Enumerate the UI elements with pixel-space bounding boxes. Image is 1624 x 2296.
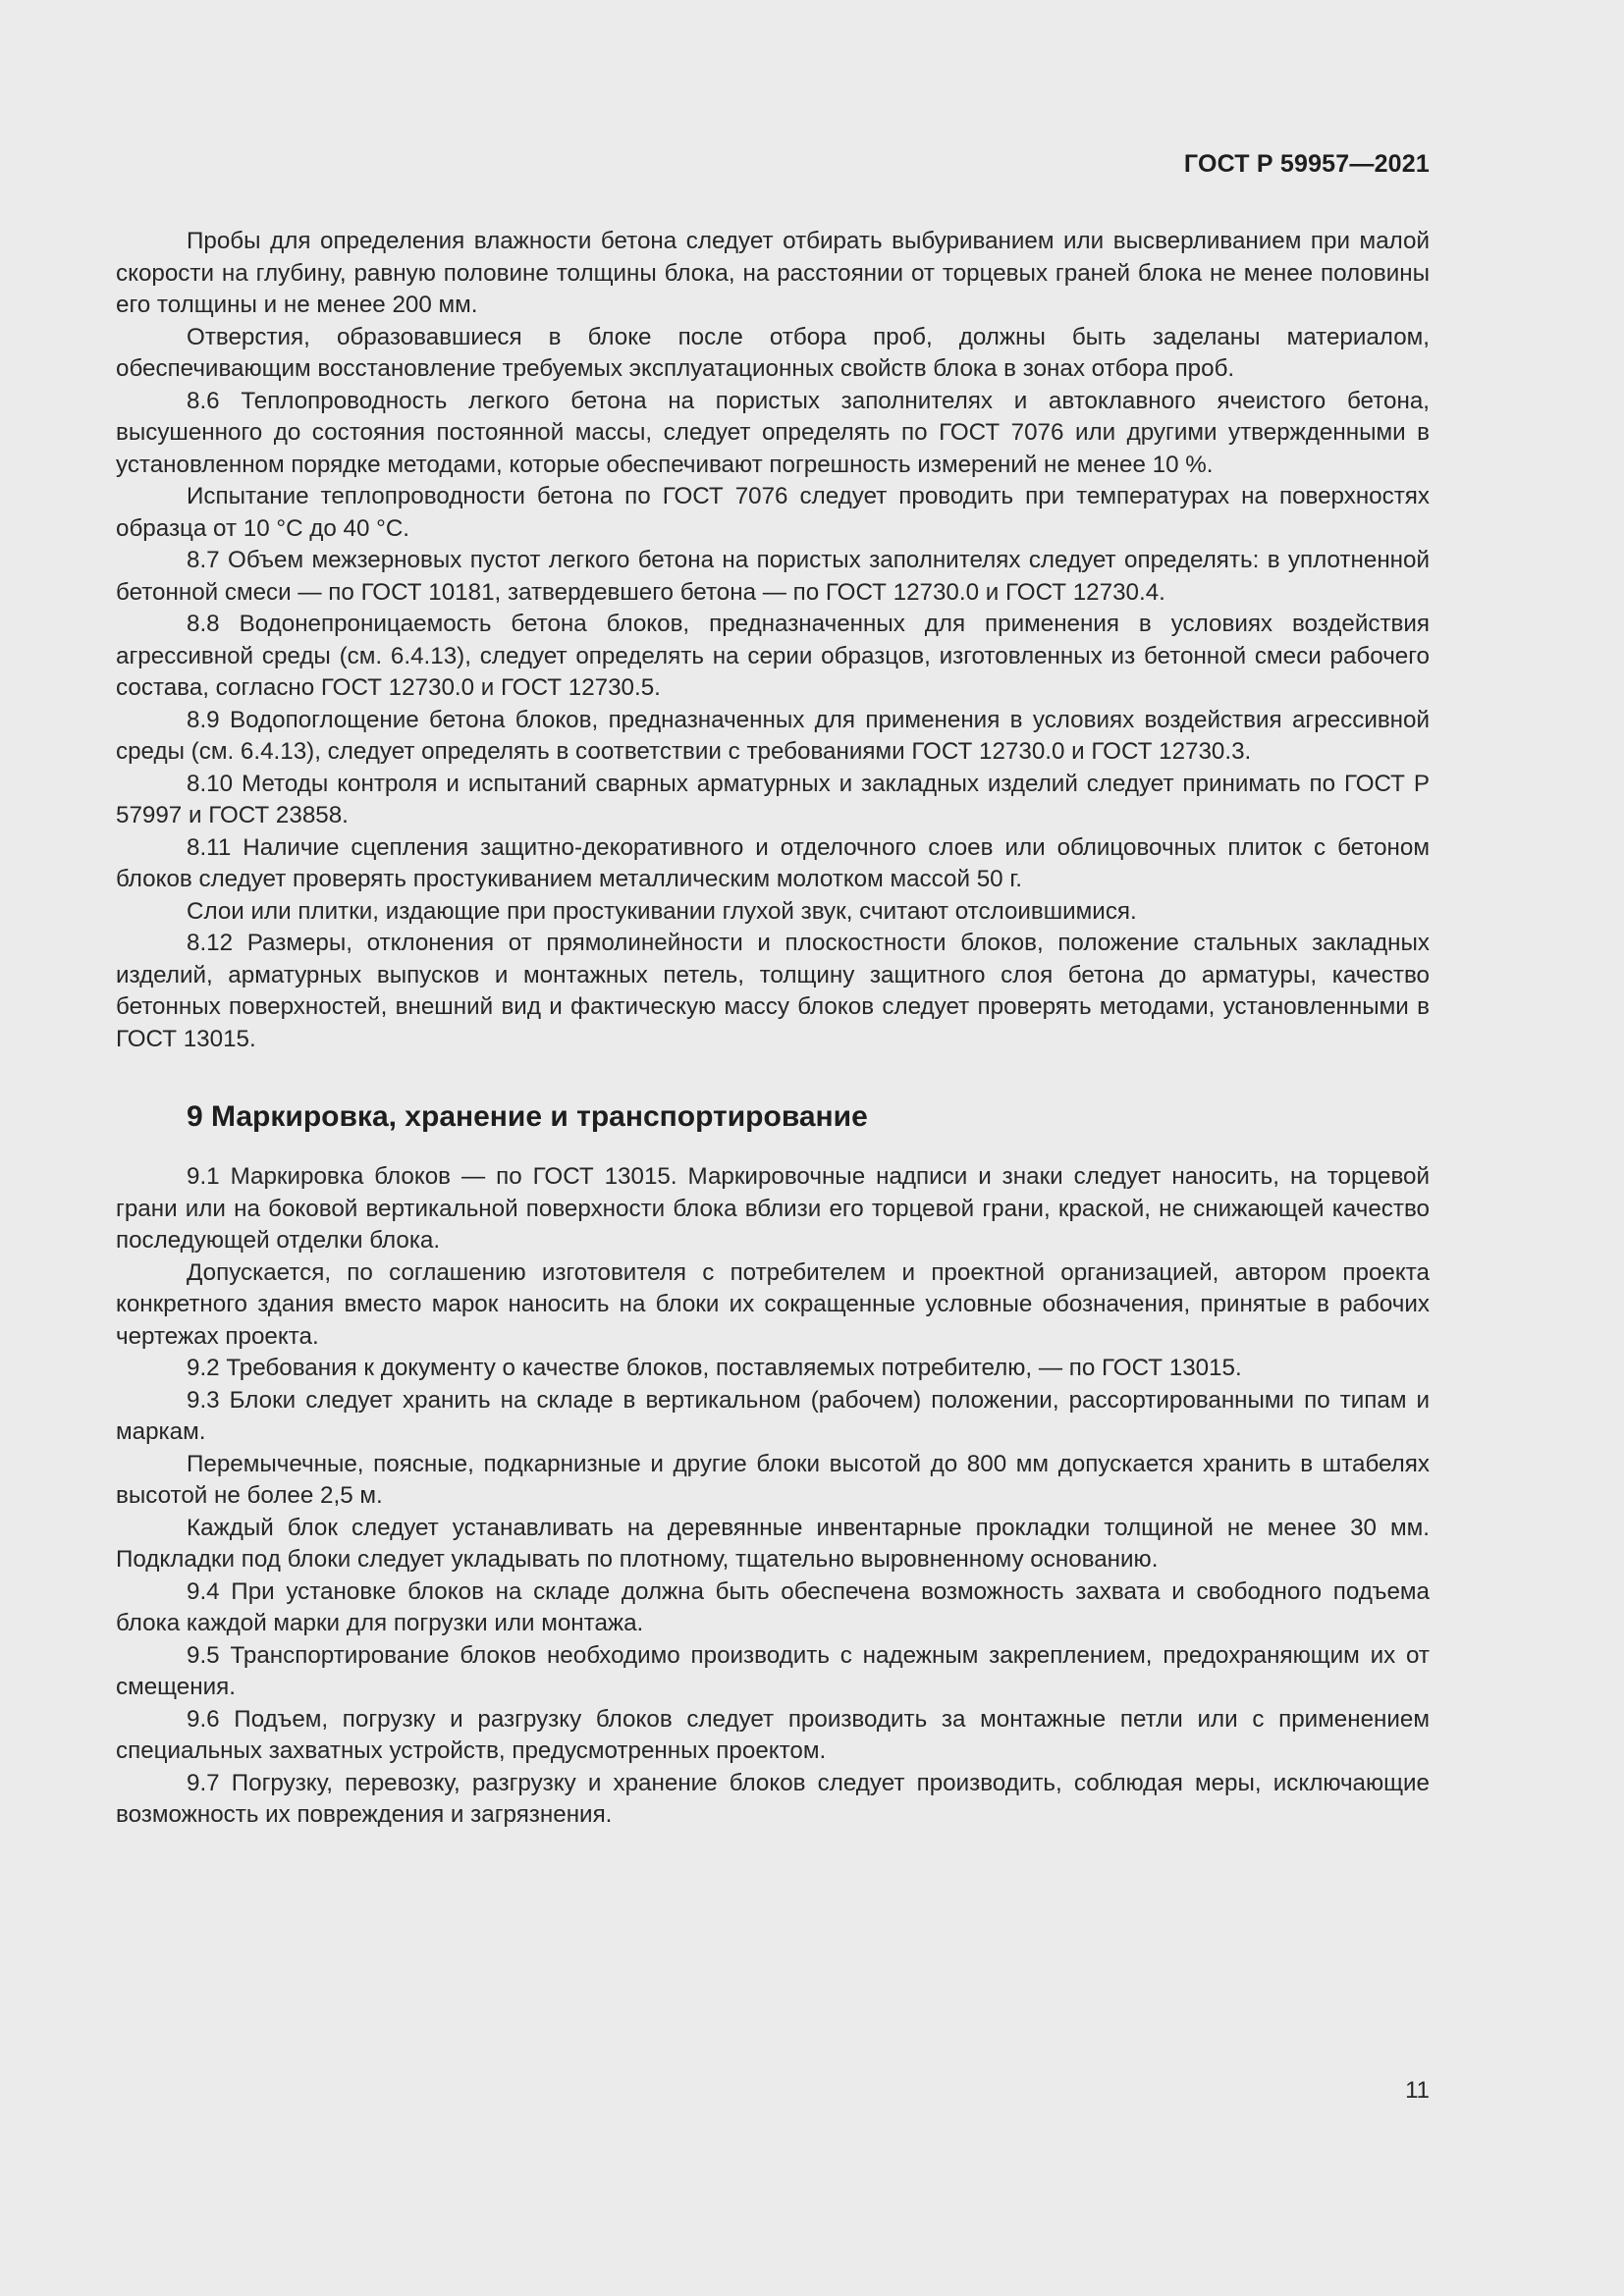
page-number: 11 [1405,2077,1430,2104]
paragraph-8-8: 8.8 Водонепроницаемость бетона блоков, предназначенных для применения в условиях воздействия агрессивной среды (см. 6.4.13), следует определять на серии образцов, изготовленных из бетонной смеси рабочего состава, согласно ГОСТ 12730.0 и ГОСТ 12730.5. [116,611,1430,701]
paragraph: Слои или плитки, издающие при простукивании глухой звук, считают отслоившимися. [187,897,1137,925]
page-content [116,226,1430,1832]
paragraph-9-1: 9.1 Маркировка блоков — по ГОСТ 13015. Маркировочные надписи и знаки следует наносить, на торцевой грани или на боковой вертикальной поверхности блока вблизи его торцевой грани, краской, не снижающей качество последующей отделки блока. [116,1163,1430,1254]
paragraph-8-7: 8.7 Объем межзерновых пустот легкого бетона на пористых заполнителях следует определять: в уплотненной бетонной смеси — по ГОСТ 10181, затвердевшего бетона — по ГОСТ 12730.0 и ГОСТ 12730.4. [116,547,1430,606]
paragraph-8-12: 8.12 Размеры, отклонения от прямолинейности и плоскостности блоков, положение стальных закладных изделий, арматурных выпусков и монтажных петель, толщину защитного слоя бетона до арматуры, качество бетонных поверхностей, внешний вид и фактическую массу блоков следует проверять методами, установленными в ГОСТ 13015. [116,930,1430,1052]
paragraph-9-7: 9.7 Погрузку, перевозку, разгрузку и хранение блоков следует производить, соблюдая меры, исключающие возможность их повреждения и загрязнения. [116,1769,1430,1828]
paragraph: Каждый блок следует устанавливать на деревянные инвентарные прокладки толщиной не менее 30 мм. Подкладки под блоки следует укладывать по плотному, тщательно выровненному основанию. [116,1514,1430,1573]
section-title: 9 Маркировка, хранение и транспортирование [187,1100,868,1133]
paragraph-8-10: 8.10 Методы контроля и испытаний сварных арматурных и закладных изделий следует принимать по ГОСТ Р 57997 и ГОСТ 23858. [116,770,1430,828]
section-9-body [116,1161,1430,1832]
section-8-continuation [116,226,1430,1055]
paragraph: Допускается, по соглашению изготовителя с потребителем и проектной организацией, автором проекта конкретного здания вместо марок наносить на блоки их сокращенные условные обозначения, принятые в рабочих чертежах проекта. [116,1258,1430,1350]
paragraph: Пробы для определения влажности бетона следует отбирать выбуриванием или высверливанием при малой скорости на глубину, равную половине толщины блока, на расстоянии от торцевых граней блока не менее половины его толщины и не менее 200 мм. [116,228,1430,318]
paragraph: Отверстия, образовавшиеся в блоке после отбора проб, должны быть заделаны материалом, обеспечивающим восстановление требуемых эксплуатационных свойств блока в зонах отбора проб. [116,323,1430,382]
paragraph: Испытание теплопроводности бетона по ГОСТ 7076 следует проводить при температурах на поверхностях образца от 10 °С до 40 °С. [116,483,1430,542]
paragraph-9-3: 9.3 Блоки следует хранить на складе в вертикальном (рабочем) положении, рассортированными по типам и маркам. [116,1386,1430,1445]
paragraph-9-4: 9.4 При установке блоков на складе должна быть обеспечена возможность захвата и свободного подъема блока каждой марки для погрузки или монтажа. [116,1577,1430,1636]
paragraph-9-6: 9.6 Подъем, погрузку и разгрузку блоков следует производить за монтажные петли или с применением специальных захватных устройств, предусмотренных проектом. [116,1705,1430,1764]
paragraph: Перемычечные, поясные, подкарнизные и другие блоки высотой до 800 мм допускается хранить в штабелях высотой не более 2,5 м. [116,1450,1430,1509]
paragraph-9-2: 9.2 Требования к документу о качестве блоков, поставляемых потребителю, — по ГОСТ 13015. [187,1355,1242,1381]
paragraph-9-5: 9.5 Транспортирование блоков необходимо производить с надежным закреплением, предохраняющим их от смещения. [116,1641,1430,1700]
paragraph-8-6: 8.6 Теплопроводность легкого бетона на пористых заполнителях и автоклавного ячеистого бетона, высушенного до состояния постоянной массы, следует определять по ГОСТ 7076 или другими утвержденными в установленном порядке методами, которые обеспечивают погрешность измерений не менее 10 %. [116,387,1430,478]
section-9-heading-wrap [116,1097,1430,1137]
document-header: ГОСТ Р 59957—2021 [1183,150,1430,178]
paragraph-8-9: 8.9 Водопоглощение бетона блоков, предназначенных для применения в условиях воздействия агрессивной среды (см. 6.4.13), следует определять в соответствии с требованиями ГОСТ 12730.0 и ГОСТ 12730.3. [116,706,1430,765]
paragraph-8-11: 8.11 Наличие сцепления защитно-декоративного и отделочного слоев или облицовочных плиток с бетоном блоков следует проверять простукиванием металлическим молотком массой 50 г. [116,833,1430,892]
